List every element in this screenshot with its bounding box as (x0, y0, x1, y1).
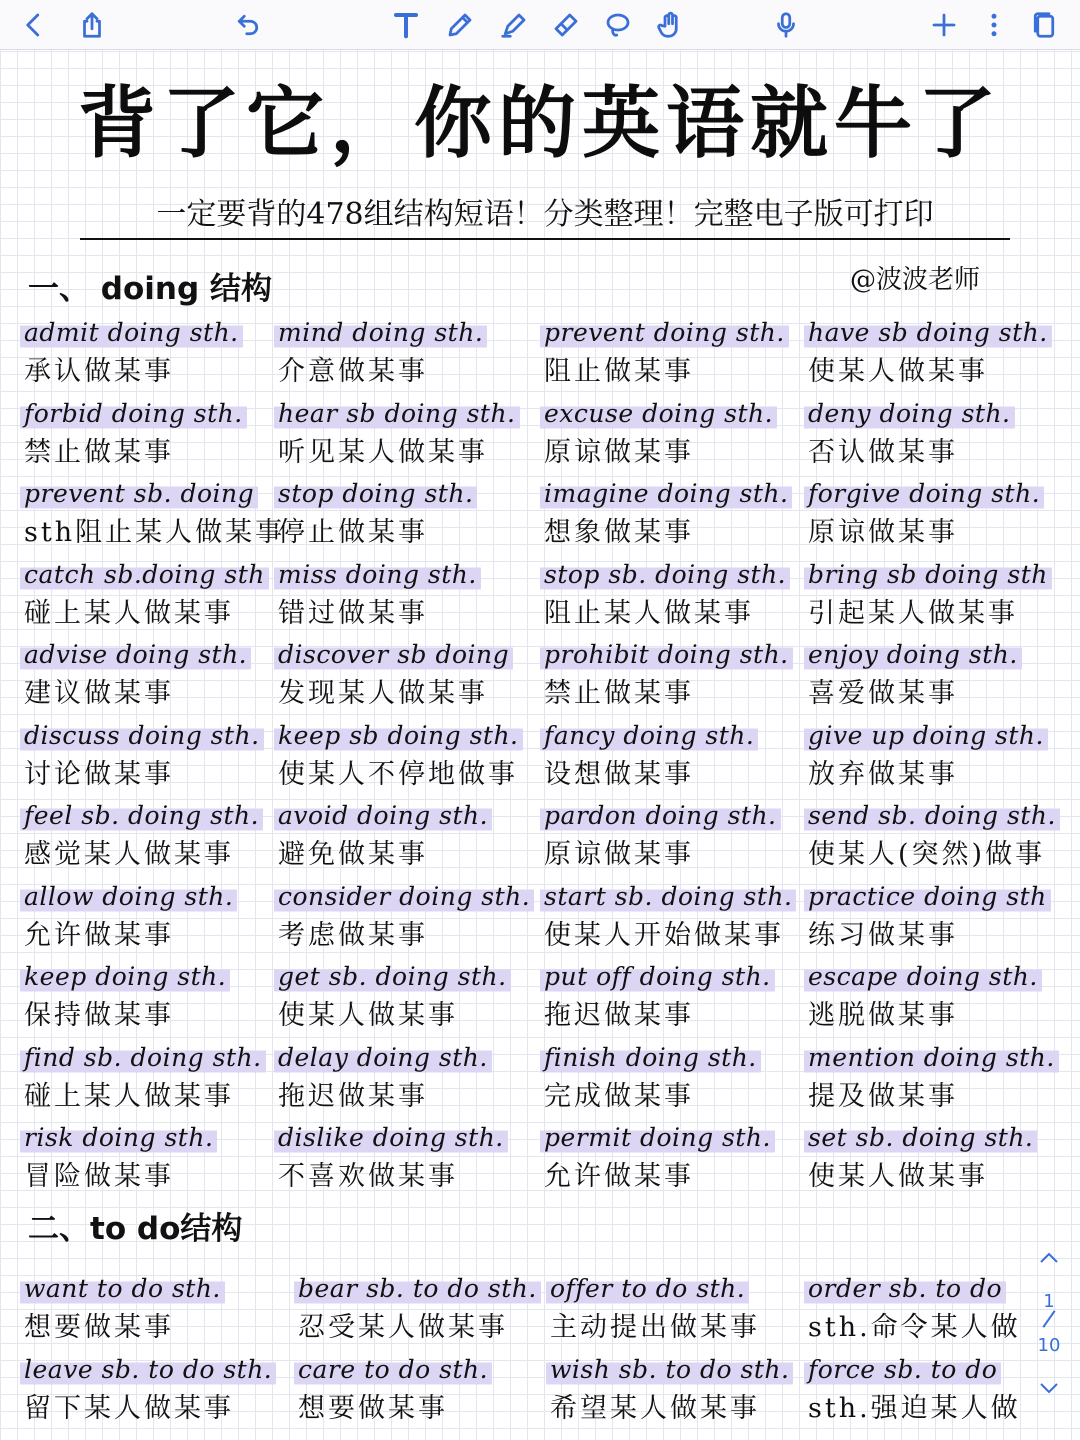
phrase-item (274, 1119, 538, 1200)
pen-icon[interactable] (440, 5, 480, 45)
phrase-chinese: 听见某人做某事 (278, 436, 488, 468)
phrase-item (540, 878, 804, 959)
phrase-chinese: 使某人做某事 (808, 1161, 988, 1192)
phrase-item (274, 958, 538, 1039)
phrase-item (20, 314, 284, 395)
phrase-english: force sb. to do (804, 1353, 1001, 1387)
phrase-english: consider doing sth. (274, 880, 534, 914)
phrase-english: start sb. doing sth. (540, 880, 796, 914)
phrase-english: care to do sth. (294, 1353, 492, 1387)
phrase-english: feel sb. doing sth. (20, 799, 263, 833)
phrase-item (20, 636, 284, 717)
phrase-english: forgive doing sth. (804, 477, 1044, 511)
phrase-chinese: 禁止做某事 (544, 678, 694, 709)
phrase-english: discover sb doing (274, 638, 513, 672)
phrase-item (274, 636, 538, 717)
phrase-english: catch sb.doing sth (20, 558, 269, 592)
add-icon[interactable] (924, 5, 964, 45)
lasso-icon[interactable] (598, 5, 638, 45)
phrase-english: find sb. doing sth. (20, 1041, 266, 1075)
phrase-english: keep doing sth. (20, 960, 230, 994)
page-up-icon[interactable] (1036, 1248, 1062, 1268)
phrase-english: hear sb doing sth. (274, 397, 520, 431)
phrase-item (20, 556, 284, 637)
phrase-item (804, 395, 1068, 476)
phrase-item (804, 958, 1068, 1039)
total-page-count: 10 (1037, 1335, 1061, 1356)
phrase-chinese: 放弃做某事 (808, 758, 958, 790)
phrase-item (274, 556, 538, 637)
more-icon[interactable] (974, 5, 1014, 45)
phrase-chinese: 使某人开始做某事 (544, 919, 784, 951)
phrase-chinese: 否认做某事 (808, 436, 958, 468)
phrase-chinese: 原谅做某事 (808, 517, 958, 548)
phrase-english: wish sb. to do sth. (546, 1353, 793, 1387)
phrase-item (274, 717, 538, 798)
current-page-number: 1 (1043, 1291, 1055, 1312)
phrase-item (546, 1351, 810, 1432)
app-toolbar (0, 0, 1080, 50)
phrase-english: discuss doing sth. (20, 719, 264, 753)
phrase-chinese: 逃脱做某事 (808, 1000, 958, 1031)
phrase-english: bear sb. to do sth. (294, 1272, 541, 1306)
phrase-chinese: 想象做某事 (544, 517, 694, 548)
phrase-english: give up doing sth. (804, 719, 1048, 753)
phrase-chinese: 想要做某事 (24, 1312, 174, 1343)
phrase-chinese: 使某人不停地做事 (278, 758, 518, 790)
phrase-english: leave sb. to do sth. (20, 1353, 276, 1387)
phrase-english: admit doing sth. (20, 316, 243, 350)
phrase-chinese: 冒险做某事 (24, 1161, 174, 1192)
phrase-chinese: 发现某人做某事 (278, 678, 488, 709)
phrase-english: order sb. to do (804, 1272, 1006, 1306)
share-icon[interactable] (72, 5, 112, 45)
phrase-english: bring sb doing sth (804, 558, 1052, 592)
phrase-item (274, 797, 538, 878)
phrase-english: forbid doing sth. (20, 397, 247, 431)
phrase-item (804, 1351, 1068, 1432)
phrase-english: excuse doing sth. (540, 397, 777, 431)
phrase-english: stop sb. doing sth. (540, 558, 790, 592)
phrase-chinese: 拖迟做某事 (278, 1080, 428, 1112)
back-icon[interactable] (14, 5, 54, 45)
phrase-item (274, 878, 538, 959)
author-handle: @波波老师 (850, 265, 981, 295)
phrase-english: stop doing sth. (274, 477, 477, 511)
phrase-item (294, 1351, 558, 1432)
phrase-english: send sb. doing sth. (804, 799, 1060, 833)
phrase-chinese: 考虑做某事 (278, 919, 428, 951)
phrase-chinese: 忍受某人做某事 (298, 1312, 508, 1343)
phrase-item (540, 475, 804, 556)
phrase-item (274, 314, 538, 395)
phrase-item (804, 475, 1068, 556)
phrase-item (20, 958, 284, 1039)
phrase-english: mention doing sth. (804, 1041, 1059, 1075)
phrase-chinese: 使某人做某事 (808, 356, 988, 387)
phrase-english: put off doing sth. (540, 960, 775, 994)
phrase-chinese: 完成做某事 (544, 1080, 694, 1112)
phrase-chinese: 阻止做某事 (544, 356, 694, 387)
phrase-chinese: 保持做某事 (24, 1000, 174, 1031)
phrase-english: advise doing sth. (20, 638, 251, 672)
phrase-item (804, 1119, 1068, 1200)
phrase-item (540, 314, 804, 395)
phrase-item (20, 1039, 284, 1120)
phrase-english: offer to do sth. (546, 1272, 749, 1306)
phrase-english: want to do sth. (20, 1272, 225, 1306)
eraser-icon[interactable] (546, 5, 586, 45)
phrase-item (540, 717, 804, 798)
phrase-item (294, 1270, 558, 1351)
phrase-item (804, 314, 1068, 395)
phrase-chinese: 留下某人做某事 (24, 1392, 234, 1424)
phrase-chinese: 停止做某事 (278, 517, 428, 548)
page-subtitle: 一定要背的478组结构短语！分类整理！完整电子版可打印 (80, 194, 1010, 240)
phrase-item (540, 636, 804, 717)
phrase-english: dislike doing sth. (274, 1121, 508, 1155)
phrase-chinese: 提及做某事 (808, 1080, 958, 1112)
phrase-chinese: 原谅做某事 (544, 436, 694, 468)
phrase-english: have sb doing sth. (804, 316, 1052, 350)
undo-icon[interactable] (228, 5, 268, 45)
highlighter-icon[interactable] (494, 5, 534, 45)
phrase-chinese: 建议做某事 (24, 678, 174, 709)
phrase-item (20, 717, 284, 798)
phrase-chinese: sth阻止某人做某事 (24, 517, 286, 548)
phrase-item (20, 797, 284, 878)
phrase-item (540, 556, 804, 637)
phrase-item (804, 556, 1068, 637)
phrase-item (804, 636, 1068, 717)
phrase-item (20, 395, 284, 476)
phrase-chinese: 允许做某事 (544, 1161, 694, 1192)
phrase-chinese: 主动提出做某事 (550, 1312, 760, 1343)
phrase-item (20, 1270, 284, 1351)
phrase-chinese: 想要做某事 (298, 1392, 448, 1424)
phrase-item (20, 1119, 284, 1200)
phrase-item (540, 1039, 804, 1120)
phrase-chinese: 希望某人做某事 (550, 1392, 760, 1424)
phrase-chinese: 讨论做某事 (24, 758, 174, 790)
phrase-english: avoid doing sth. (274, 799, 492, 833)
phrase-item (546, 1270, 810, 1351)
phrase-chinese: 原谅做某事 (544, 839, 694, 870)
phrase-chinese: 感觉某人做某事 (24, 839, 234, 870)
phrase-english: prevent sb. doing (20, 477, 258, 511)
phrase-chinese: 拖迟做某事 (544, 1000, 694, 1031)
phrase-english: allow doing sth. (20, 880, 237, 914)
phrase-chinese: 碰上某人做某事 (24, 1080, 234, 1112)
phrase-english: permit doing sth. (540, 1121, 775, 1155)
phrase-english: delay doing sth. (274, 1041, 492, 1075)
section-heading-to-do: 二、to do结构 (28, 1211, 243, 1247)
phrase-chinese: 阻止某人做某事 (544, 597, 754, 629)
phrase-english: prohibit doing sth. (540, 638, 793, 672)
phrase-chinese: sth.强迫某人做 (808, 1392, 1021, 1424)
pages-icon[interactable] (1024, 5, 1064, 45)
phrase-english: keep sb doing sth. (274, 719, 523, 753)
phrase-item (274, 395, 538, 476)
phrase-chinese: 设想做某事 (544, 758, 694, 790)
phrase-item (540, 1119, 804, 1200)
phrase-item (274, 475, 538, 556)
phrase-item (20, 1351, 284, 1432)
phrase-chinese: 承认做某事 (24, 356, 174, 387)
phrase-item (20, 878, 284, 959)
phrase-item (540, 797, 804, 878)
text-tool-icon[interactable] (386, 5, 426, 45)
phrase-chinese: 禁止做某事 (24, 436, 174, 468)
phrase-chinese: 碰上某人做某事 (24, 597, 234, 629)
phrase-chinese: sth.命令某人做 (808, 1312, 1021, 1343)
phrase-item (804, 1039, 1068, 1120)
phrase-item (540, 958, 804, 1039)
phrase-english: prevent doing sth. (540, 316, 789, 350)
section-heading-doing: 一、 doing 结构 (28, 271, 272, 307)
phrase-english: enjoy doing sth. (804, 638, 1022, 672)
page-scroller (1030, 1240, 1068, 1400)
phrase-item (804, 1270, 1068, 1351)
phrase-english: deny doing sth. (804, 397, 1015, 431)
phrase-chinese: 喜爱做某事 (808, 678, 958, 709)
phrase-english: fancy doing sth. (540, 719, 758, 753)
phrase-item (20, 475, 284, 556)
page-down-icon[interactable] (1036, 1378, 1062, 1398)
phrase-english: risk doing sth. (20, 1121, 217, 1155)
phrase-chinese: 避免做某事 (278, 839, 428, 870)
phrase-chinese: 介意做某事 (278, 356, 428, 387)
phrase-item (540, 395, 804, 476)
phrase-item (274, 1039, 538, 1120)
phrase-english: pardon doing sth. (540, 799, 781, 833)
phrase-english: set sb. doing sth. (804, 1121, 1037, 1155)
page-divider (1042, 1310, 1055, 1328)
phrase-chinese: 引起某人做某事 (808, 597, 1018, 629)
phrase-english: get sb. doing sth. (274, 960, 511, 994)
phrase-english: miss doing sth. (274, 558, 481, 592)
phrase-item (804, 797, 1068, 878)
phrase-chinese: 不喜欢做某事 (278, 1161, 458, 1192)
phrase-chinese: 练习做某事 (808, 919, 958, 951)
phrase-chinese: 使某人做某事 (278, 1000, 458, 1031)
phrase-item (804, 878, 1068, 959)
phrase-chinese: 允许做某事 (24, 919, 174, 951)
page-title: 背了它，你的英语就牛了 (77, 79, 1002, 169)
phrase-english: practice doing sth (804, 880, 1051, 914)
phrase-english: imagine doing sth. (540, 477, 792, 511)
phrase-english: escape doing sth. (804, 960, 1042, 994)
phrase-chinese: 错过做某事 (278, 597, 428, 629)
phrase-chinese: 使某人(突然)做事 (808, 839, 1046, 870)
phrase-english: finish doing sth. (540, 1041, 761, 1075)
phrase-english: mind doing sth. (274, 316, 487, 350)
phrase-item (804, 717, 1068, 798)
hand-icon[interactable] (650, 5, 690, 45)
microphone-icon[interactable] (766, 5, 806, 45)
